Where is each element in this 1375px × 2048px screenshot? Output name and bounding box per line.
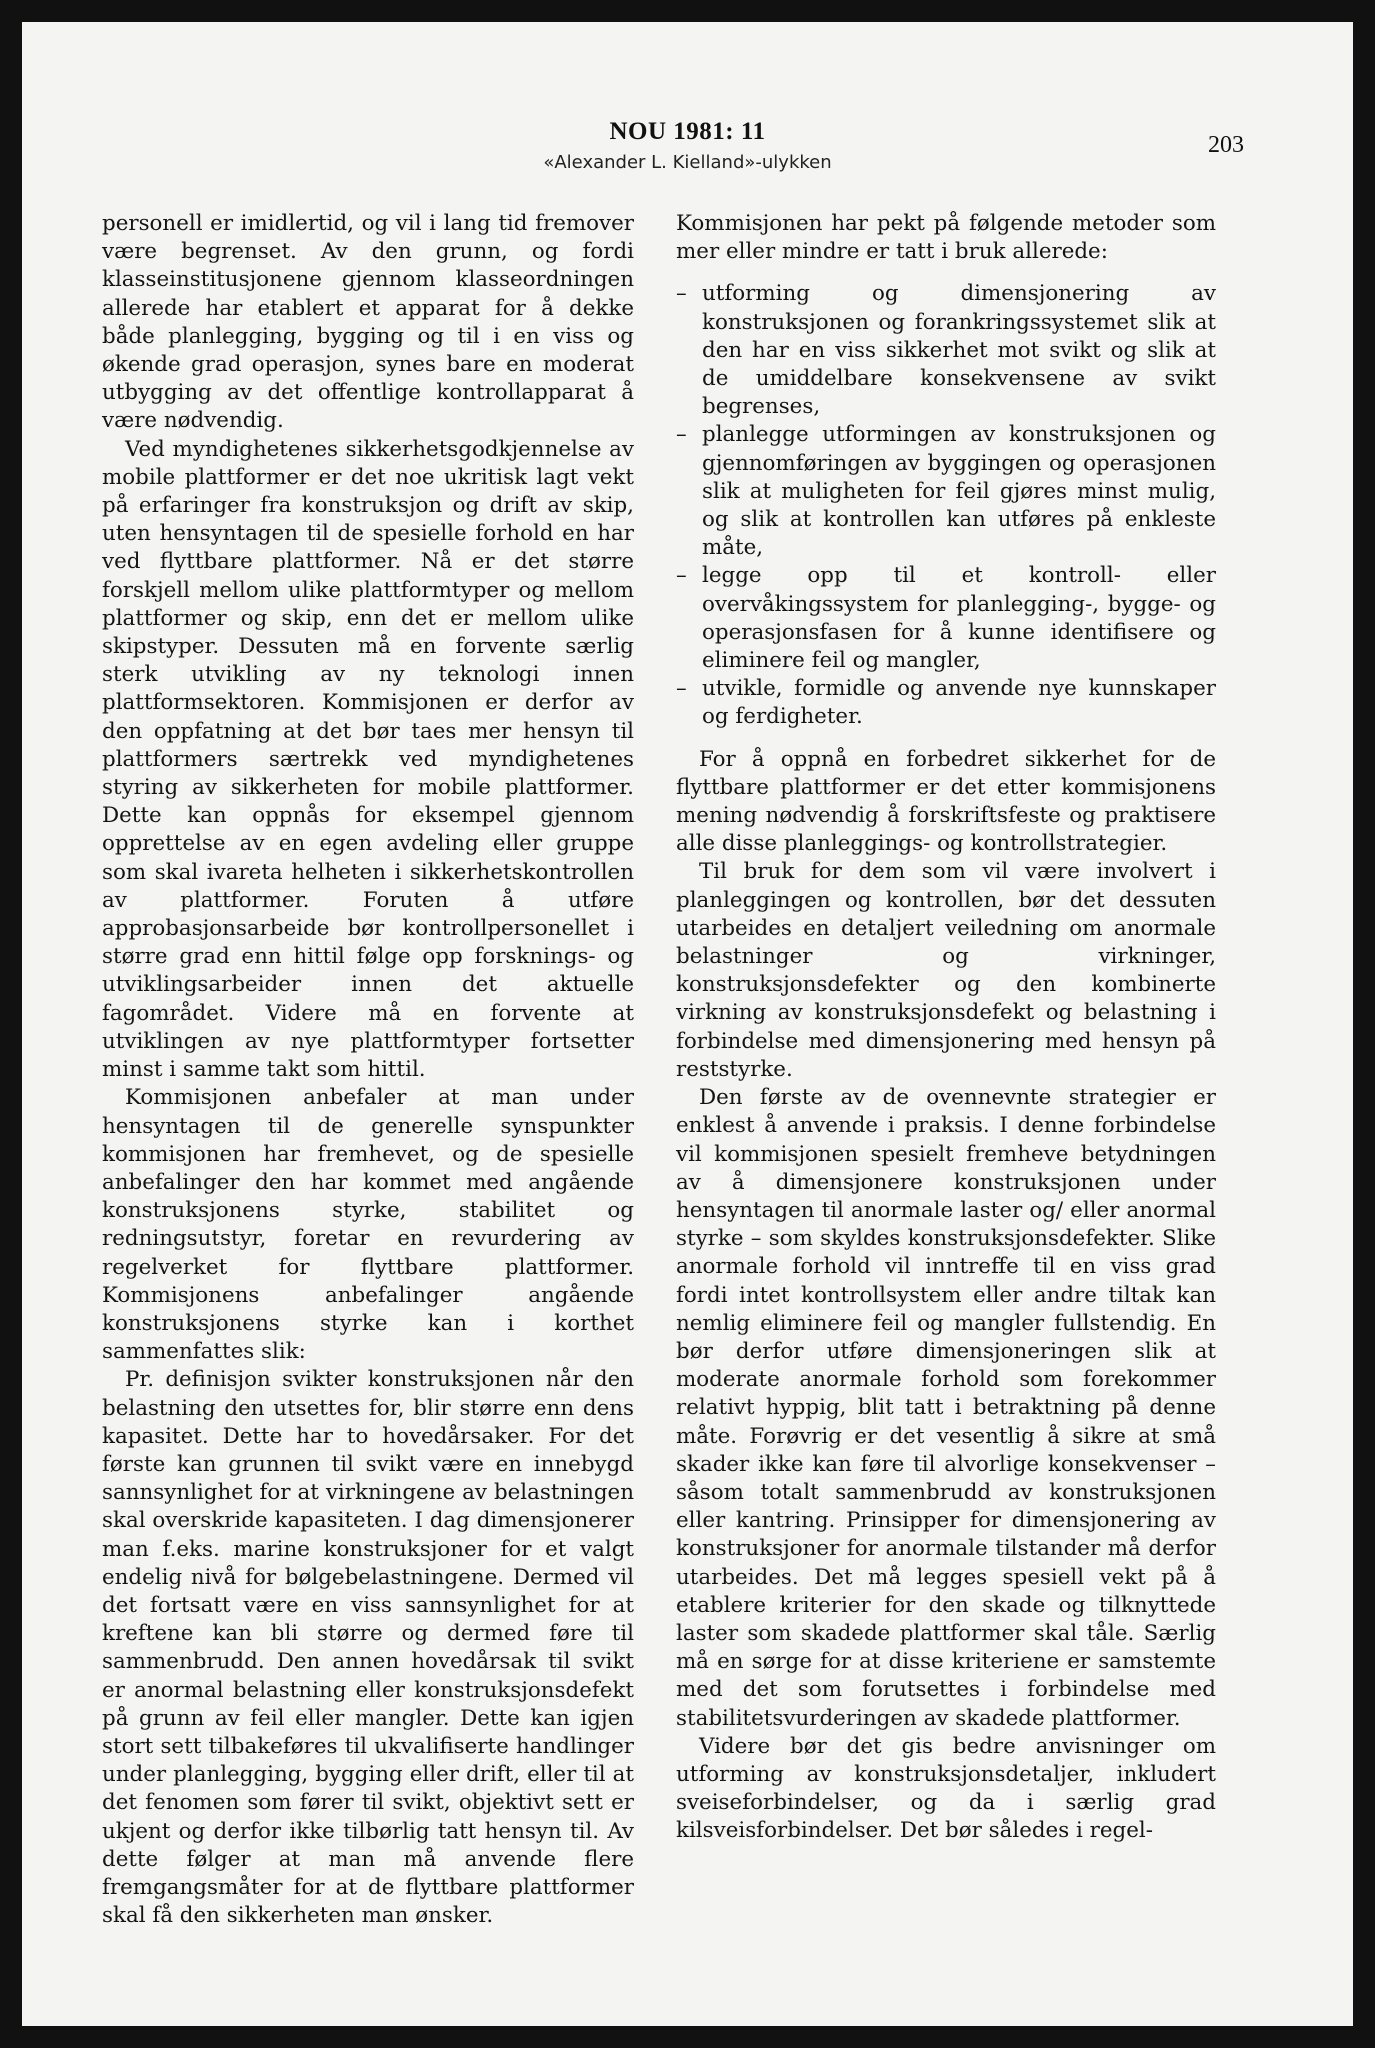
list-item: – utforming og dimensjonering av konstruksjonen og forankringssystemet slik at den har en viss sikkerhet mot svikt og slik at de umiddelbare konsekvensene av svikt begrenses,	[676, 281, 1216, 420]
report-subtitle: «Alexander L. Kielland»-ulykken	[543, 152, 832, 173]
left-column	[102, 210, 634, 1930]
paragraph: Den første av de ovennevnte strategier er enklest å anvende i praksis. I denne forbindelse vil kommisjonen spesielt fremheve betydningen av å dimensjonere konstruksjonen under hensyntagen til anormale laster og/ eller anormal styrke – som skyldes konstruksjonsdefekter. Slike anormale forhold vil inntreffe til en viss grad fordi intet kontrollsystem eller andre tiltak kan nemlig eliminere feil og mangler fullstendig. En bør derfor utføre dimensjoneringen slik at moderate anormale forhold som forekommer relativt hyppig, blit tatt i betraktning på denne måte. Forøvrig er det vesentlig å sikre at små skader ikke kan føre til alvorlige konsekvenser – såsom totalt sammenbrudd av konstruksjonen eller kantring. Prinsipper for dimensjonering av konstruksjoner for anormale tilstander må derfor utarbeides. Det må legges spesiell vekt på å etablere kriterier for den skade og tilknyttede laster som skadede plattformer skal tåle. Særlig må en sørge for at disse kriteriene er samstemte med det som forutsettes i forbindelse med stabilitetsvurderingen av skadede plattformer.	[676, 1085, 1216, 1731]
dash-marker: –	[676, 676, 687, 702]
document-page	[22, 22, 1353, 2026]
report-title: NOU 1981: 11	[609, 118, 766, 145]
page-number: 203	[1208, 132, 1244, 158]
paragraph: Til bruk for dem som vil være involvert i planleggingen og kontrollen, bør det dessuten utarbeides en detaljert veiledning om anormale belastninger og virkninger, konstruksjonsdefekter og den kombinerte virkning av konstruksjonsdefekt og belastning i forbindelse med dimensjonering med hensyn på reststyrke.	[676, 859, 1216, 1082]
list-item: – utvikle, formidle og anvende nye kunnskaper og ferdigheter.	[676, 676, 1216, 730]
methods-list	[676, 280, 1216, 731]
dash-marker: –	[676, 281, 687, 307]
paragraph: Ved myndighetenes sikkerhetsgodkjennelse av mobile plattformer er det noe ukritisk lagt vekt på erfaringer fra konstruksjon og drift av skip, uten hensyntagen til de spesielle forhold en har ved flyttbare plattformer. Nå er det større forskjell mellom ulike plattformtyper og mellom plattformer og skip, enn det er mellom ulike skipstyper. Dessuten må en forvente særlig sterk utvikling av ny teknologi innen plattformsektoren. Kommisjonen er derfor av den oppfatning at det bør taes mer hensyn til plattformers særtrekk ved myndighetenes styring av sikkerheten for mobile plattformer. Dette kan oppnås for eksempel gjennom opprettelse av en egen avdeling eller gruppe som skal ivareta helheten i sikkerhetskontrollen av plattformer. Foruten å utføre approbasjonsarbeide bør kontrollpersonellet i større grad enn hittil følge opp forsknings- og utviklingsarbeider innen det aktuelle fagområdet. Videre må en forvente at utviklingen av nye plattformtyper fortsetter minst i samme takt som hittil.	[102, 436, 634, 1083]
methods-intro: Kommisjonen har pekt på følgende metoder som mer eller mindre er tatt i bruk allerede:	[676, 211, 1216, 265]
dash-marker: –	[676, 422, 687, 448]
paragraph: Pr. definisjon svikter konstruksjonen når den belastning den utsettes for, blir større enn dens kapasitet. Dette har to hovedårsaker. For det første kan grunnen til svikt være en innebygd sannsynlighet for at virkningene av belastningen skal overskride kapasiteten. I dag dimensjonerer man f.eks. marine konstruksjoner for et valgt endelig nivå for bølgebelastningene. Dermed vil det fortsatt være en viss sannsynlighet for at kreftene kan bli større og dermed føre til sammenbrudd. Den annen hovedårsak til svikt er anormal belastning eller konstruksjonsdefekt på grunn av feil eller mangler. Dette kan igjen stort sett tilbakeføres til ukvalifiserte handlinger under planlegging, bygging eller drift, eller til at det fenomen som fører til svikt, objektivt sett er ukjent og derfor ikke tilbørlig tatt hensyn til. Av dette følger at man må anvende flere fremgangsmåter for at de flyttbare plattformer skal få den sikkerheten man ønsker.	[102, 1367, 634, 1929]
paragraph: For å oppnå en forbedret sikkerhet for de flyttbare plattformer er det etter kommisjonens mening nødvendig å forskriftsfeste og praktisere alle disse planleggings- og kontrollstrategier.	[676, 746, 1216, 857]
list-item: – legge opp til et kontroll- eller overvåkingssystem for planlegging-, bygge- og operasjonsfasen for å kunne identifisere og eliminere feil og mangler,	[676, 563, 1216, 674]
list-item: – planlegge utformingen av konstruksjonen og gjennomføringen av byggingen og operasjonen slik at muligheten for feil gjøres minst mulig, og slik at kontrollen kan utføres på enkleste måte,	[676, 422, 1216, 561]
paragraph: Kommisjonen anbefaler at man under hensyntagen til de generelle synspunkter kommisjonen har fremhevet, og de spesielle anbefalinger den har kommet med angående konstruksjonens styrke, stabilitet og redningsutstyr, foretar en revurdering av regelverket for flyttbare plattformer. Kommisjonens anbefalinger angående konstruksjonens styrke kan i korthet sammenfattes slik:	[102, 1085, 634, 1365]
dash-marker: –	[676, 563, 687, 589]
page-header	[22, 118, 1353, 173]
paragraph: Videre bør det gis bedre anvisninger om utforming av konstruksjonsdetaljer, inkludert sveiseforbindelser, og da i særlig grad kilsveisforbindelser. Det bør således i regel-	[676, 1733, 1216, 1844]
paragraph: personell er imidlertid, og vil i lang tid fremover være begrenset. Av den grunn, og fordi klasseinstitusjonene gjennom klasseordningen allerede har etablert et apparat for å dekke både planlegging, bygging og til i en viss og økende grad operasjon, synes bare en moderat utbygging av det offentlige kontrollapparat å være nødvendig.	[102, 211, 634, 434]
right-column	[676, 210, 1216, 1846]
